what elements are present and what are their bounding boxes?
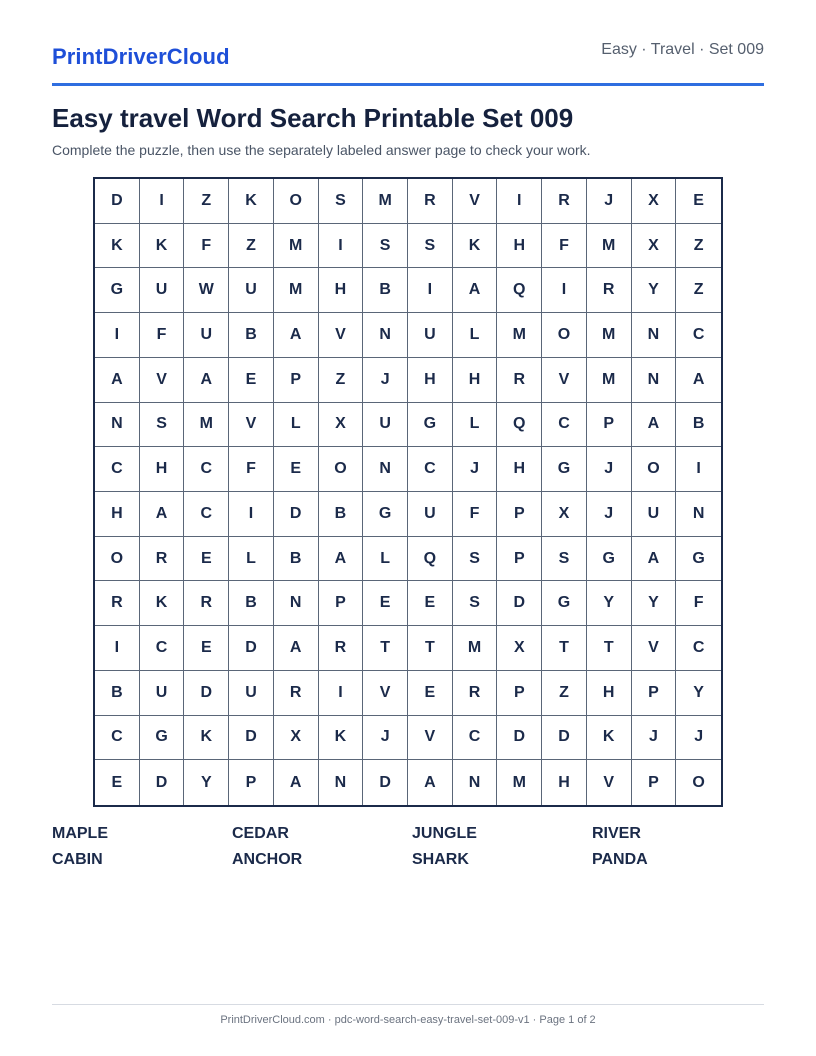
- grid-cell: S: [363, 224, 408, 269]
- grid-cell: R: [542, 179, 587, 224]
- grid-cell: Z: [184, 179, 229, 224]
- grid-cell: N: [676, 492, 721, 537]
- grid-cell: H: [497, 447, 542, 492]
- grid-cell: E: [676, 179, 721, 224]
- grid-cell: P: [319, 581, 364, 626]
- grid-cell: M: [453, 626, 498, 671]
- grid-cell: O: [632, 447, 677, 492]
- grid-cell: B: [95, 671, 140, 716]
- grid-cell: H: [140, 447, 185, 492]
- grid-cell: W: [184, 268, 229, 313]
- grid-cell: M: [184, 403, 229, 448]
- grid-cell: J: [587, 179, 632, 224]
- grid-cell: I: [319, 671, 364, 716]
- grid-cell: N: [453, 760, 498, 805]
- grid-cell: M: [587, 224, 632, 269]
- grid-cell: Z: [542, 671, 587, 716]
- grid-cell: S: [408, 224, 453, 269]
- grid-cell: B: [676, 403, 721, 448]
- grid-cell: G: [542, 581, 587, 626]
- grid-cell: B: [319, 492, 364, 537]
- grid-cell: T: [363, 626, 408, 671]
- grid-cell: U: [140, 268, 185, 313]
- grid-cell: H: [453, 358, 498, 403]
- grid-cell: S: [140, 403, 185, 448]
- grid-cell: M: [497, 760, 542, 805]
- grid-cell: N: [95, 403, 140, 448]
- grid-cell: I: [140, 179, 185, 224]
- grid-cell: Q: [497, 268, 542, 313]
- grid-cell: F: [140, 313, 185, 358]
- grid-cell: P: [587, 403, 632, 448]
- grid-cell: S: [542, 537, 587, 582]
- grid-cell: E: [408, 581, 453, 626]
- footer-divider: [52, 1004, 764, 1005]
- grid-cell: E: [184, 537, 229, 582]
- word-search-grid: [93, 177, 723, 807]
- grid-cell: T: [587, 626, 632, 671]
- grid-cell: D: [229, 626, 274, 671]
- grid-cell: M: [497, 313, 542, 358]
- header-divider: [52, 83, 764, 86]
- grid-cell: C: [676, 626, 721, 671]
- grid-cell: F: [229, 447, 274, 492]
- puzzle-meta: Easy · Travel · Set 009: [601, 41, 764, 58]
- grid-cell: H: [408, 358, 453, 403]
- grid-cell: G: [408, 403, 453, 448]
- grid-cell: E: [229, 358, 274, 403]
- grid-cell: K: [140, 224, 185, 269]
- grid-cell: C: [184, 447, 229, 492]
- grid-cell: U: [229, 268, 274, 313]
- grid-cell: K: [587, 716, 632, 761]
- word-list-item: JUNGLE: [412, 825, 477, 842]
- grid-cell: K: [95, 224, 140, 269]
- grid-cell: J: [587, 447, 632, 492]
- grid-cell: M: [587, 358, 632, 403]
- grid-cell: X: [542, 492, 587, 537]
- grid-cell: J: [676, 716, 721, 761]
- grid-cell: P: [497, 537, 542, 582]
- grid-cell: A: [95, 358, 140, 403]
- grid-cell: H: [95, 492, 140, 537]
- grid-cell: U: [229, 671, 274, 716]
- grid-cell: R: [319, 626, 364, 671]
- word-list-item: CABIN: [52, 851, 103, 868]
- grid-cell: I: [408, 268, 453, 313]
- grid-cell: J: [632, 716, 677, 761]
- grid-cell: R: [274, 671, 319, 716]
- grid-cell: P: [274, 358, 319, 403]
- grid-cell: X: [497, 626, 542, 671]
- grid-cell: G: [140, 716, 185, 761]
- grid-cell: R: [95, 581, 140, 626]
- grid-cell: A: [676, 358, 721, 403]
- grid-cell: Q: [497, 403, 542, 448]
- grid-cell: I: [497, 179, 542, 224]
- grid-cell: Q: [408, 537, 453, 582]
- word-list-item: ANCHOR: [232, 851, 303, 868]
- grid-cell: K: [140, 581, 185, 626]
- grid-cell: X: [319, 403, 364, 448]
- grid-cell: C: [184, 492, 229, 537]
- grid-cell: X: [632, 179, 677, 224]
- grid-cell: O: [95, 537, 140, 582]
- grid-cell: J: [587, 492, 632, 537]
- grid-cell: Y: [632, 268, 677, 313]
- grid-cell: A: [274, 760, 319, 805]
- grid-cell: D: [363, 760, 408, 805]
- grid-cell: O: [542, 313, 587, 358]
- grid-cell: J: [363, 716, 408, 761]
- grid-cell: Z: [676, 224, 721, 269]
- grid-cell: G: [542, 447, 587, 492]
- grid-cell: A: [319, 537, 364, 582]
- grid-cell: N: [274, 581, 319, 626]
- grid-cell: I: [542, 268, 587, 313]
- grid-cell: A: [408, 760, 453, 805]
- grid-cell: Y: [184, 760, 229, 805]
- grid-cell: D: [95, 179, 140, 224]
- grid-cell: M: [274, 224, 319, 269]
- grid-cell: G: [95, 268, 140, 313]
- grid-cell: D: [542, 716, 587, 761]
- grid-cell: A: [453, 268, 498, 313]
- grid-cell: V: [140, 358, 185, 403]
- grid-cell: O: [319, 447, 364, 492]
- grid-cell: R: [140, 537, 185, 582]
- grid-cell: M: [363, 179, 408, 224]
- grid-cell: E: [363, 581, 408, 626]
- grid-cell: C: [542, 403, 587, 448]
- grid-cell: N: [632, 313, 677, 358]
- grid-cell: L: [229, 537, 274, 582]
- grid-cell: A: [632, 403, 677, 448]
- word-list-item: MAPLE: [52, 825, 108, 842]
- grid-cell: T: [408, 626, 453, 671]
- grid-cell: E: [184, 626, 229, 671]
- grid-cell: Z: [676, 268, 721, 313]
- page-header: [52, 0, 764, 86]
- grid-cell: P: [229, 760, 274, 805]
- grid-cell: C: [453, 716, 498, 761]
- grid-cell: I: [229, 492, 274, 537]
- grid-cell: X: [632, 224, 677, 269]
- grid-cell: P: [497, 671, 542, 716]
- grid-cell: Y: [632, 581, 677, 626]
- grid-cell: M: [587, 313, 632, 358]
- grid-cell: A: [274, 313, 319, 358]
- grid-cell: R: [453, 671, 498, 716]
- grid-cell: H: [587, 671, 632, 716]
- grid-cell: D: [497, 716, 542, 761]
- grid-cell: V: [363, 671, 408, 716]
- grid-cell: S: [319, 179, 364, 224]
- grid-cell: P: [497, 492, 542, 537]
- grid-cell: R: [587, 268, 632, 313]
- grid-cell: L: [453, 313, 498, 358]
- grid-cell: A: [184, 358, 229, 403]
- grid-cell: U: [408, 313, 453, 358]
- grid-cell: I: [95, 626, 140, 671]
- grid-cell: V: [632, 626, 677, 671]
- grid-cell: D: [140, 760, 185, 805]
- grid-cell: V: [408, 716, 453, 761]
- grid-cell: Z: [229, 224, 274, 269]
- grid-cell: N: [363, 313, 408, 358]
- grid-cell: N: [319, 760, 364, 805]
- grid-cell: L: [363, 537, 408, 582]
- grid-cell: S: [453, 581, 498, 626]
- page-footer: PrintDriverCloud.com · pdc-word-search-easy-travel-set-009-v1 · Page 1 of 2: [220, 1014, 596, 1026]
- grid-cell: K: [453, 224, 498, 269]
- grid-cell: I: [95, 313, 140, 358]
- grid-cell: V: [229, 403, 274, 448]
- word-list: [52, 825, 772, 869]
- grid-cell: V: [542, 358, 587, 403]
- grid-cell: N: [632, 358, 677, 403]
- grid-cell: I: [319, 224, 364, 269]
- grid-cell: I: [676, 447, 721, 492]
- word-list-item: CEDAR: [232, 825, 289, 842]
- grid-cell: O: [692, 773, 705, 791]
- page-title: Easy travel Word Search Printable Set 009: [52, 103, 574, 133]
- word-list-item: SHARK: [412, 851, 469, 868]
- grid-cell: T: [542, 626, 587, 671]
- grid-cell: L: [274, 403, 319, 448]
- grid-cell: R: [408, 179, 453, 224]
- grid-cell: B: [274, 537, 319, 582]
- word-list-item: RIVER: [592, 825, 641, 842]
- grid-cell: A: [632, 537, 677, 582]
- brand-logo-text[interactable]: PrintDriverCloud: [52, 44, 230, 69]
- grid-cell: U: [408, 492, 453, 537]
- grid-cell: U: [140, 671, 185, 716]
- grid-cell: F: [453, 492, 498, 537]
- grid-cell: F: [676, 581, 721, 626]
- grid-cell: E: [408, 671, 453, 716]
- grid-cell: D: [229, 716, 274, 761]
- grid-cell: U: [363, 403, 408, 448]
- grid-cell: G: [363, 492, 408, 537]
- grid-cell: G: [587, 537, 632, 582]
- grid-cell: S: [453, 537, 498, 582]
- grid-cell: D: [184, 671, 229, 716]
- grid-cell: O: [274, 179, 319, 224]
- grid-cell: K: [319, 716, 364, 761]
- grid-cell: L: [453, 403, 498, 448]
- grid-cell: R: [184, 581, 229, 626]
- grid-cell: F: [184, 224, 229, 269]
- grid-cell: H: [542, 760, 587, 805]
- grid-cell: G: [676, 537, 721, 582]
- grid-cell: M: [274, 268, 319, 313]
- grid-cell: Y: [676, 671, 721, 716]
- grid-cell: B: [229, 313, 274, 358]
- grid-cell: E: [274, 447, 319, 492]
- grid-cell: C: [676, 313, 721, 358]
- grid-cell: E: [95, 760, 140, 805]
- grid-cell: P: [632, 760, 677, 805]
- grid-cell: C: [408, 447, 453, 492]
- grid-cell: F: [542, 224, 587, 269]
- grid-cell: V: [319, 313, 364, 358]
- grid-cell: N: [363, 447, 408, 492]
- grid-cell: D: [274, 492, 319, 537]
- grid-cell: J: [453, 447, 498, 492]
- grid-cell: V: [587, 760, 632, 805]
- grid-cell: C: [95, 716, 140, 761]
- grid-cell: B: [229, 581, 274, 626]
- grid-cell: X: [274, 716, 319, 761]
- grid-cell: K: [184, 716, 229, 761]
- grid-cell: H: [497, 224, 542, 269]
- grid-cell: V: [453, 179, 498, 224]
- grid-cell: R: [497, 358, 542, 403]
- grid-cell: C: [95, 447, 140, 492]
- grid-cell: H: [319, 268, 364, 313]
- grid-cell: B: [363, 268, 408, 313]
- grid-cell: U: [632, 492, 677, 537]
- grid-cell: Z: [319, 358, 364, 403]
- word-list-item: PANDA: [592, 851, 648, 868]
- grid-cell: P: [632, 671, 677, 716]
- grid-cell: C: [140, 626, 185, 671]
- grid-cell: Y: [587, 581, 632, 626]
- grid-cell: A: [274, 626, 319, 671]
- grid-cell: A: [140, 492, 185, 537]
- grid-cell: D: [497, 581, 542, 626]
- page-subtitle: Complete the puzzle, then use the separately labeled answer page to check your work.: [52, 142, 591, 158]
- grid-cell: K: [229, 179, 274, 224]
- grid-cell: J: [363, 358, 408, 403]
- grid-cell: U: [184, 313, 229, 358]
